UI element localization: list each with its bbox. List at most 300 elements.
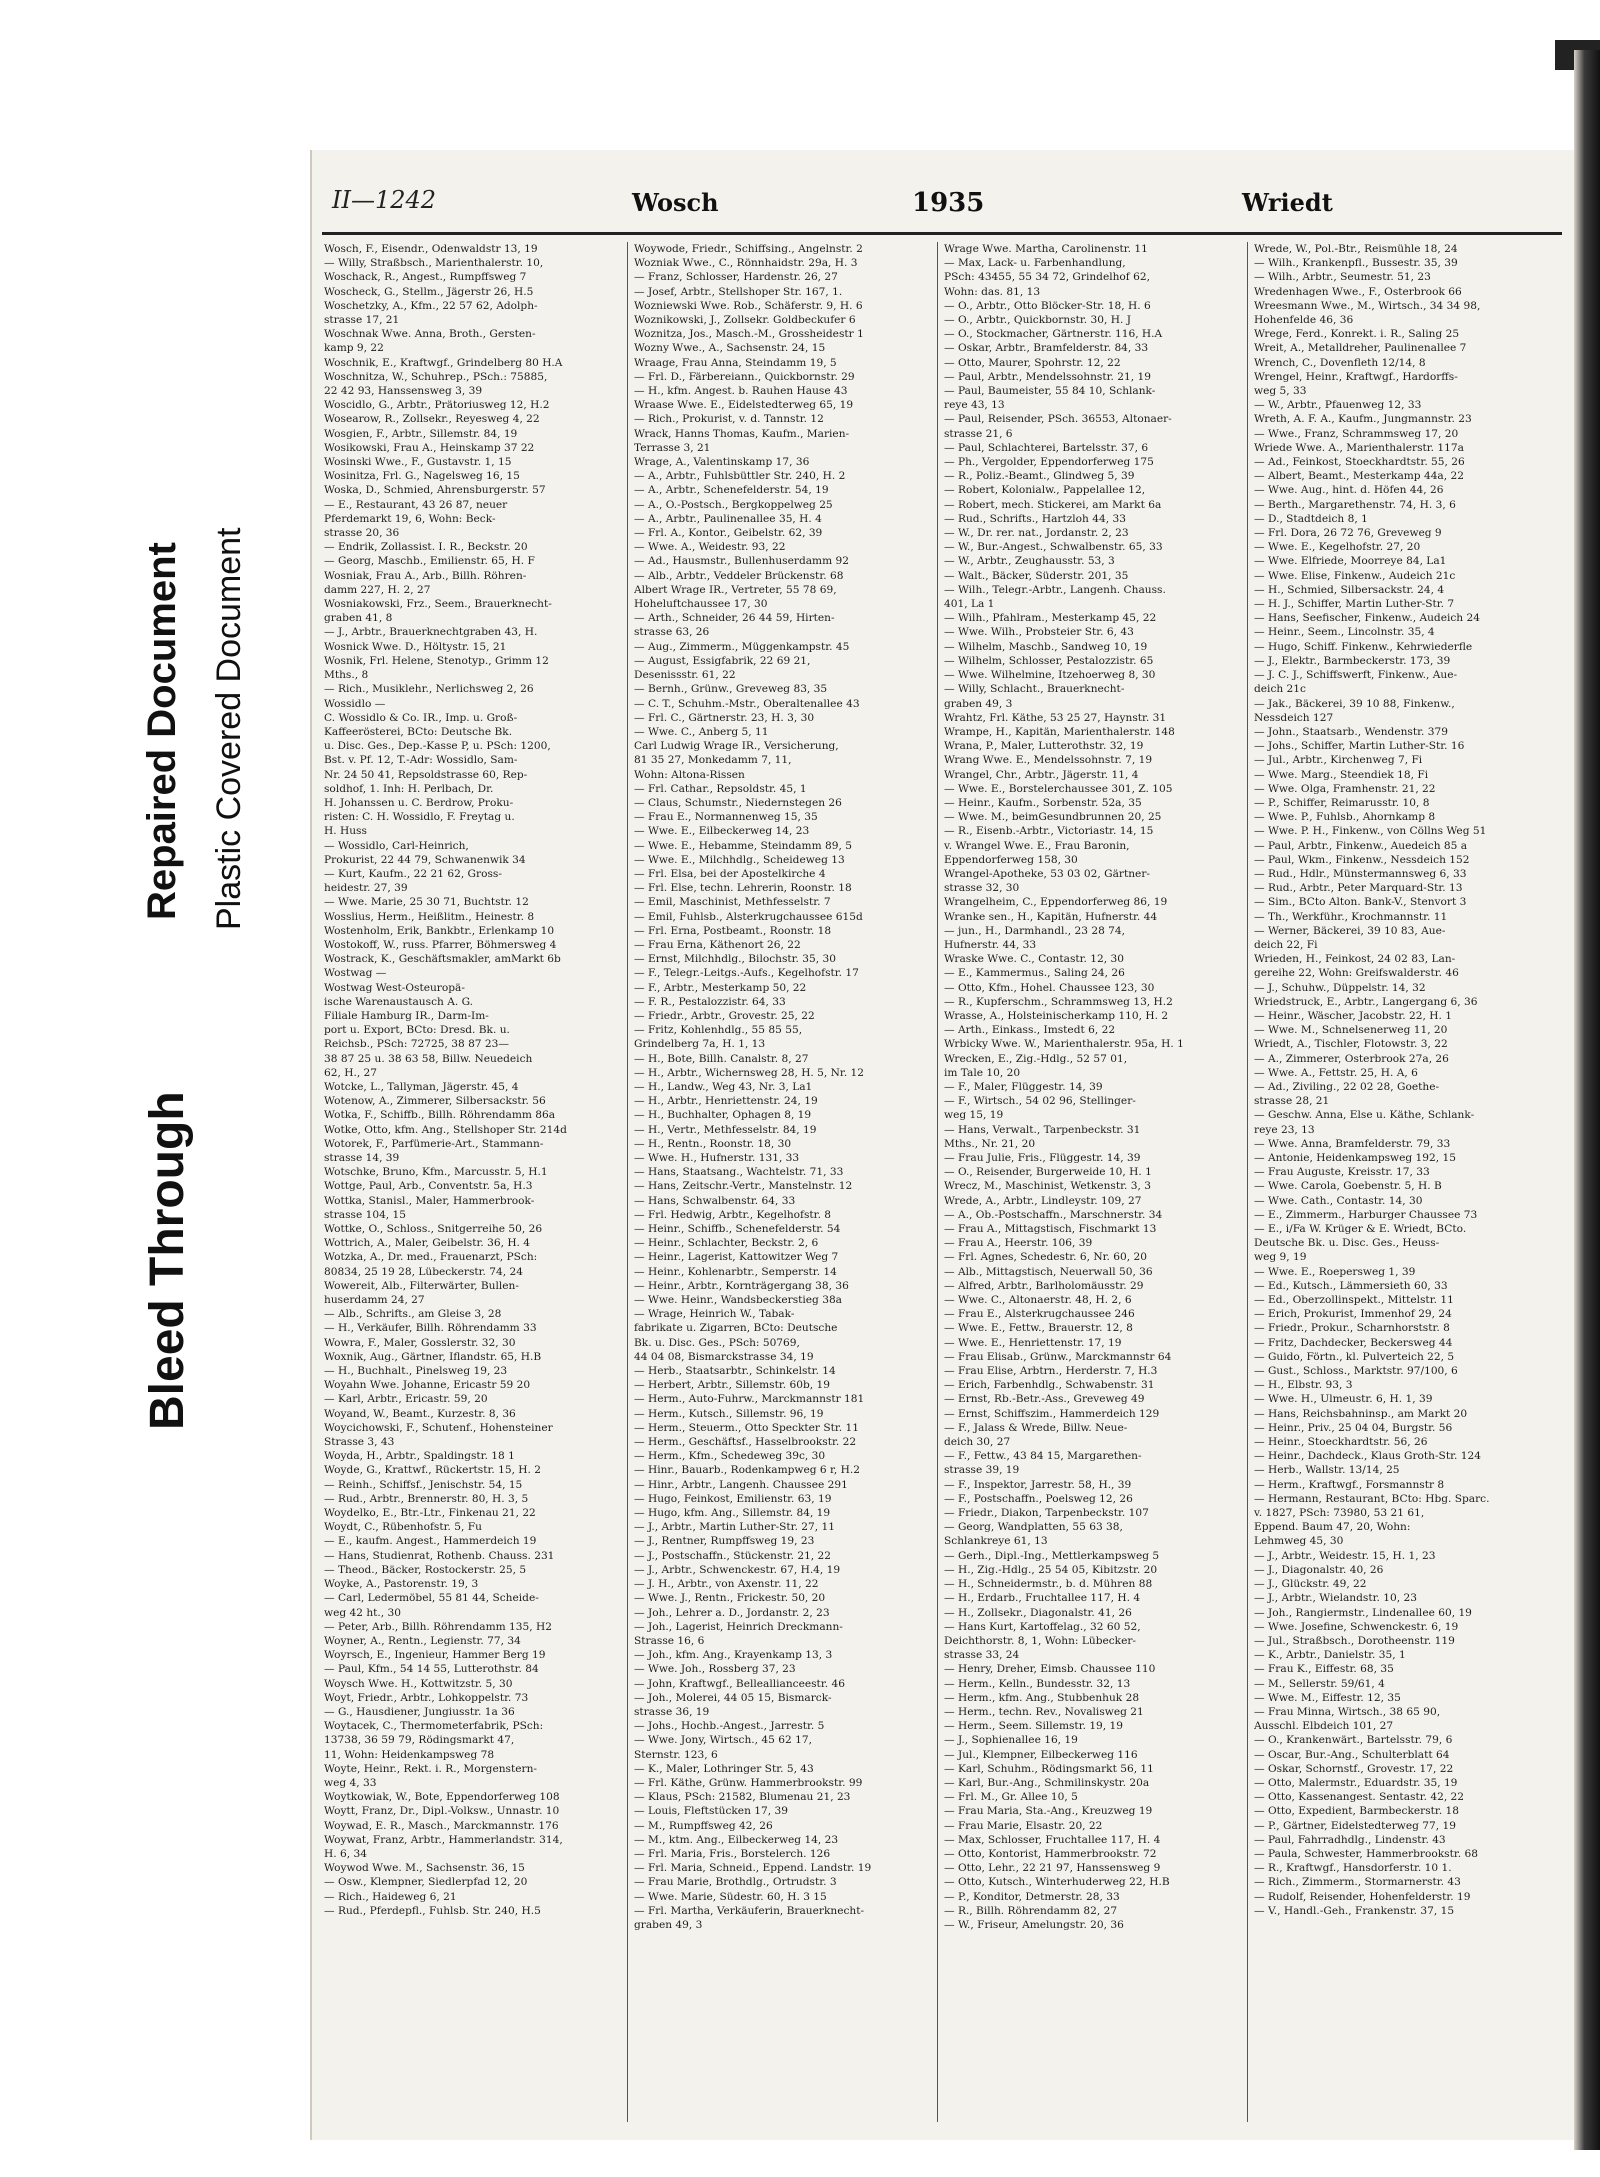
directory-entry: Woscheck, G., Stellm., Jägerstr 26, H.5 [324,285,534,298]
directory-entry: — A., Zimmerer, Osterbrook 27a, 26 [1254,1052,1449,1065]
directory-entry: — Frau Maria, Sta.-Ang., Kreuzweg 19 [944,1805,1153,1818]
directory-entry: Schlankreye 61, 13 [944,1535,1048,1548]
directory-entry: — Wwe. Heinr., Wandsbeckerstieg 38a [634,1294,842,1307]
directory-entry: — Sim., BCto Alton. Bank-V., Stenvort 3 [1254,896,1467,909]
directory-entry: graben 41, 8 [324,612,393,625]
directory-entry: gereihe 22, Wohn: Greifswalderstr. 46 [1254,967,1459,980]
directory-entry: Wrench, C., Dovenfleth 12/14, 8 [1254,356,1426,369]
directory-entry: — H., Schneidermstr., b. d. Mühren 88 [944,1578,1153,1591]
directory-entry: — Oskar, Schornstf., Grovestr. 17, 22 [1254,1762,1454,1775]
directory-entry: risten: C. H. Wossidlo, F. Freytag u. [324,811,515,824]
directory-entry: — Frau Julie, Fris., Flüggestr. 14, 39 [944,1152,1141,1164]
directory-entry: — Wwe. E., Borstelerchaussee 301, Z. 105 [944,782,1173,795]
directory-entry: — August, Essigfabrik, 22 69 21, [634,654,811,667]
directory-entry: Wrangel, Chr., Arbtr., Jägerstr. 11, 4 [944,768,1139,781]
directory-entry: — F., Inspektor, Jarrestr. 58, H., 39 [944,1478,1132,1491]
directory-entry: Mths., Nr. 21, 20 [944,1137,1036,1150]
directory-entry: Ausschl. Elbdeich 101, 27 [1254,1720,1394,1733]
directory-entry: — H., Vertr., Methfesselstr. 84, 19 [634,1123,817,1136]
directory-entry: Wotenow, A., Zimmerer, Silbersackstr. 56 [324,1095,546,1108]
header-last-word: Wriedt [1242,188,1333,217]
directory-entry: — Frau Marie, Elsastr. 20, 22 [944,1819,1103,1832]
directory-entry: Wosniak, Frau A., Arb., Billh. Röhren- [324,569,527,582]
directory-entry: — Wossidlo, Carl-Heinrich, [324,839,469,852]
directory-entry: deich 22, Fi [1254,938,1318,951]
directory-entry: Wreth, A. F. A., Kaufm., Jungmannstr. 23 [1254,413,1472,426]
directory-entry: — Willy, Schlacht., Brauerknecht- [944,683,1125,696]
directory-entry: — Frl. Dora, 26 72 76, Greveweg 9 [1254,527,1442,540]
directory-entry: — Jul., Klempner, Eilbeckerweg 116 [944,1748,1138,1761]
directory-entry: — A., Arbtr., Paulinenallee 35, H. 4 [634,512,822,525]
directory-entry: Hufnerstr. 44, 33 [944,938,1037,951]
directory-entry: — H., Arbtr., Wichernsweg 28, H. 5, Nr. 12 [634,1066,865,1079]
directory-entry: — Frl. Cathar., Repsoldstr. 45, 1 [634,782,807,795]
directory-entry: Wrasse, A., Holsteinischerkamp 110, H. 2 [944,1009,1169,1022]
directory-entry: — W., Friseur, Amelungstr. 20, 36 [944,1918,1124,1931]
directory-entry: — Frl. Agnes, Schedestr. 6, Nr. 60, 20 [944,1251,1147,1264]
directory-entry: — Johs., Hochb.-Angest., Jarrestr. 5 [634,1720,825,1733]
directory-entry: — Wilh., Telegr.-Arbtr., Langenh. Chauss. [944,583,1166,596]
directory-entry: — R., Billh. Röhrendamm 82, 27 [944,1904,1118,1917]
directory-entry: — Wwe. M., beimGesundbrunnen 20, 25 [944,811,1162,824]
directory-entry: — Otto, Kutsch., Winterhuderweg 22, H.B [944,1876,1170,1889]
directory-entry: — Heinr., Seem., Lincolnstr. 35, 4 [1254,626,1435,639]
directory-entry: — Frau Elisab., Grünw., Marckmannstr 64 [944,1350,1172,1363]
directory-entry: Woschnitza, W., Schuhrep., PSch.: 75885, [324,370,548,383]
directory-column-4 [1254,242,1548,2122]
directory-entry: Wriedt, A., Tischler, Flotowstr. 3, 22 [1254,1038,1448,1051]
directory-entry: — Berth., Margarethenstr. 74, H. 3, 6 [1254,498,1456,511]
directory-entry: — Erich, Prokurist, Immenhof 29, 24 [1254,1308,1452,1321]
directory-entry: — F., Wirtsch., 54 02 96, Stellinger- [944,1095,1136,1108]
directory-entry: Wotzka, A., Dr. med., Frauenarzt, PSch: [324,1251,538,1264]
directory-entry: port u. Export, BCto: Dresd. Bk. u. [324,1024,510,1037]
directory-entry: — Endrik, Zollassist. I. R., Beckstr. 20 [324,541,528,554]
directory-entry: Woschetzky, A., Kfm., 22 57 62, Adolph- [324,299,538,312]
directory-entry: Wrahtz, Frl. Käthe, 53 25 27, Haynstr. 31 [944,711,1167,724]
directory-entry: — Gerh., Dipl.-Ing., Mettlerkampsweg 5 [944,1549,1160,1562]
directory-entry: — Herm., Steuerm., Otto Speckter Str. 11 [634,1421,859,1434]
directory-entry: — A., Arbtr., Schenefelderstr. 54, 19 [634,484,829,497]
directory-entry: — Frau A., Heerstr. 106, 39 [944,1237,1093,1250]
directory-entry: — J., Arbtr., Weidestr. 15, H. 1, 23 [1254,1549,1436,1562]
directory-entry: — Robert, mech. Stickerei, am Markt 6a [944,498,1162,511]
directory-entry: — Antonie, Heidenkampsweg 192, 15 [1254,1152,1456,1164]
directory-entry: — H., Schmied, Silbersackstr. 24, 4 [1254,583,1445,596]
directory-entry: — Frl. Erna, Postbeamt., Roonstr. 18 [634,924,832,937]
directory-entry: — Rich., Haideweg 6, 21 [324,1890,457,1903]
directory-entry: — F. R., Pestalozzistr. 64, 33 [634,995,786,1008]
directory-entry: — J., Schuhw., Düppelstr. 14, 32 [1254,981,1426,994]
directory-entry: Wreit, A., Metalldreher, Paulinenallee 7 [1254,342,1467,355]
directory-entry: Wossidlo — [324,697,386,710]
directory-entry: — John., Staatsarb., Wendenstr. 379 [1254,725,1448,738]
directory-entry: Wrede, W., Pol.-Btr., Reismühle 18, 24 [1254,243,1458,255]
directory-entry: — J., Arbtr., Schwenckestr. 67, H.4, 19 [634,1563,841,1576]
directory-entry: Woywod Wwe. M., Sachsenstr. 36, 15 [324,1862,525,1875]
directory-entry: — Hans, Schwalbenstr. 64, 33 [634,1194,796,1207]
directory-entry: — V., Handl.-Geh., Frankenstr. 37, 15 [1254,1904,1455,1917]
directory-entry: 80834, 25 19 28, Lübeckerstr. 74, 24 [324,1265,523,1278]
directory-entry: Reichsb., PSch: 72725, 38 87 23— [324,1038,509,1051]
directory-entry: Wrege, Ferd., Konrekt. i. R., Saling 25 [1254,328,1460,341]
directory-entry: — P., Schiffer, Reimarusstr. 10, 8 [1254,796,1430,809]
directory-entry: — Hugo, Schiff. Finkenw., Kehrwiederfle [1254,640,1473,653]
column-divider [937,242,938,2122]
directory-entry: Wrengel, Heinr., Kraftwgf., Hardorffs- [1254,370,1458,383]
directory-entry: — Jul., Straßbsch., Dorotheenstr. 119 [1254,1634,1455,1647]
directory-entry: Mths., 8 [324,669,369,682]
directory-entry: — Herb., Staatsarbtr., Schinkelstr. 14 [634,1365,836,1378]
directory-entry: strasse 28, 21 [1254,1095,1330,1108]
directory-entry: — M., ktm. Ang., Eilbeckerweg 14, 23 [634,1833,839,1846]
directory-entry: — Joh., Lagerist, Heinrich Dreckmann- [634,1620,843,1633]
directory-entry: — Paul, Schlachterei, Bartelsstr. 37, 6 [944,441,1149,454]
directory-entry: — Frau Minna, Wirtsch., 38 65 90, [1254,1705,1441,1718]
directory-entry: Wotorek, F., Parfümerie-Art., Stammann- [324,1137,544,1150]
directory-entry: Woydelko, E., Btr.-Ltr., Finkenau 21, 22 [324,1507,536,1520]
directory-entry: — Wwe. H., Ulmeustr. 6, H. 1, 39 [1254,1393,1433,1406]
directory-entry: — Fritz, Dachdecker, Beckersweg 44 [1254,1336,1453,1349]
directory-entry: — Paul, Arbtr., Finkenw., Auedeich 85 a [1254,839,1468,852]
directory-entry: — Werner, Bäckerei, 39 10 83, Aue- [1254,924,1446,937]
directory-entry: Terrasse 3, 21 [634,441,711,454]
directory-entry: 401, La 1 [944,598,995,611]
directory-entry: Woytkowiak, W., Bote, Eppendorferweg 108 [324,1791,560,1804]
directory-entry: — Wwe. M., Eiffestr. 12, 35 [1254,1691,1401,1704]
directory-entry: — Herbert, Arbtr., Sillemstr. 60b, 19 [634,1379,830,1392]
directory-entry: — Wwe. A., Fettstr. 25, H. A, 6 [1254,1066,1418,1079]
directory-entry: — Wwe. E., Hebamme, Steindamm 89, 5 [634,839,852,852]
directory-entry: 62, H., 27 [324,1066,378,1079]
directory-entry: — Oscar, Bur.-Ang., Schulterblatt 64 [1254,1748,1450,1761]
directory-entry: Woyner, A., Rentn., Legienstr. 77, 34 [324,1634,521,1647]
directory-entry: — Hans, Seefischer, Finkenw., Audeich 24 [1254,612,1480,625]
directory-entry: — Wwe. Elise, Finkenw., Audeich 21c [1254,569,1456,582]
directory-entry: — Paula, Schwester, Hammerbrookstr. 68 [1254,1847,1478,1860]
directory-entry: Wrecz, M., Maschinist, Wetkenstr. 3, 3 [944,1180,1151,1193]
directory-entry: — Johs., Schiffer, Martin Luther-Str. 16 [1254,740,1465,753]
annotation-panel [0,0,300,2177]
directory-entry: v. 1827, PSch: 73980, 53 21 61, [1254,1507,1425,1520]
directory-entry: — Frau Marie, Brothdlg., Ortrudstr. 3 [634,1876,837,1889]
directory-entry: — Otto, Maurer, Spohrstr. 12, 22 [944,356,1121,369]
directory-entry: — Kurt, Kaufm., 22 21 62, Gross- [324,867,502,880]
directory-entry: strasse 17, 21 [324,314,400,327]
directory-entry: damm 227, H. 2, 27 [324,583,431,596]
directory-entry: — H., Rentn., Roonstr. 18, 30 [634,1137,792,1150]
directory-entry: — Franz, Schlosser, Hardenstr. 26, 27 [634,271,838,284]
directory-entry: — Wwe. P. H., Finkenw., von Cöllns Weg 51 [1254,825,1487,838]
directory-entry: 11, Wohn: Heidenkampsweg 78 [324,1748,495,1761]
directory-entry: Wosgien, F., Arbtr., Sillemstr. 84, 19 [324,427,518,440]
column-divider [627,242,628,2122]
directory-entry: — Heinr., Dachdeck., Klaus Groth-Str. 124 [1254,1450,1481,1463]
directory-entry: Wozniewski Wwe. Rob., Schäferstr. 9, H. 6 [634,299,863,312]
directory-entry: — J., Elektr., Barmbeckerstr. 173, 39 [1254,654,1451,667]
directory-entry: Wrage, A., Valentinskamp 17, 36 [634,456,810,469]
directory-entry: — W., Dr. rer. nat., Jordanstr. 2, 23 [944,527,1129,540]
directory-entry: — J., Diagonalstr. 40, 26 [1254,1563,1384,1576]
directory-entry: Hoheluftchaussee 17, 30 [634,598,768,611]
directory-entry: deich 30, 27 [944,1436,1011,1449]
directory-entry: — O., Krankenwärt., Bartelsstr. 79, 6 [1254,1734,1453,1747]
directory-entry: — F., Jalass & Wrede, Billw. Neue- [944,1421,1128,1434]
directory-entry: — Rich., Musiklehr., Nerlichsweg 2, 26 [324,683,534,696]
directory-entry: — Frl. A., Kontor., Geibelstr. 62, 39 [634,527,823,540]
directory-entry: — Wwe. Elfriede, Moorreye 84, La1 [1254,555,1447,568]
directory-entry: — J., Sophienallee 16, 19 [944,1734,1078,1747]
directory-entry: Wriede Wwe. A., Marienthalerstr. 117a [1254,441,1464,454]
directory-entry: — Ernst, Schiffszim., Hammerdeich 129 [944,1407,1160,1420]
directory-entry: — Emil, Maschinist, Methfesselstr. 7 [634,896,831,909]
directory-entry: — Paul, Fahrradhdlg., Lindenstr. 43 [1254,1833,1446,1846]
directory-entry: weg 4, 33 [324,1776,377,1789]
directory-entry: — Rich., Prokurist, v. d. Tannstr. 12 [634,413,824,426]
directory-entry: — Heinr., Wäscher, Jacobstr. 22, H. 1 [1254,1009,1452,1022]
directory-entry: Woyrsch, E., Ingenieur, Hammer Berg 19 [324,1649,546,1662]
directory-entry: — H., Verkäufer, Billh. Röhrendamm 33 [324,1322,537,1335]
directory-entry: Wottka, Stanisl., Maler, Hammerbrook- [324,1194,535,1207]
directory-entry: ische Warenaustausch A. G. [324,995,474,1008]
directory-entry: — Oskar, Arbtr., Bramfelderstr. 84, 33 [944,342,1149,355]
directory-entry: Wottke, O., Schloss., Snitgerreihe 50, 26 [324,1223,543,1236]
directory-entry: — P., Gärtner, Eidelstedterweg 77, 19 [1254,1819,1456,1832]
directory-entry: — Ad., Feinkost, Stoeckhardtstr. 55, 26 [1254,456,1465,469]
directory-entry: graben 49, 3 [634,1918,703,1931]
directory-entry: Wrede, A., Arbtr., Lindleystr. 109, 27 [944,1194,1142,1207]
directory-entry: strasse 32, 30 [944,882,1020,895]
directory-entry: — Paul, Wkm., Finkenw., Nessdeich 152 [1254,853,1470,866]
directory-entry: — E., Restaurant, 43 26 87, neuer [324,498,508,511]
directory-entry: huserdamm 24, 27 [324,1294,425,1307]
directory-entry: — H., Buchhalt., Pinelsweg 19, 23 [324,1365,508,1378]
directory-entry: — Wwe. Joh., Rossberg 37, 23 [634,1663,796,1676]
directory-entry: — Rud., Arbtr., Brennerstr. 80, H. 3, 5 [324,1492,529,1505]
directory-entry: Wrbicky Wwe. W., Marienthalerstr. 95a, H. 1 [944,1038,1184,1051]
directory-column-2 [634,242,928,2122]
directory-entry: — Louis, Fleftstücken 17, 39 [634,1805,788,1818]
directory-entry: — Hermann, Restaurant, BCto: Hbg. Sparc. [1254,1492,1490,1505]
directory-entry: Woschnik, E., Kraftwgf., Grindelberg 80 H.A [324,356,563,369]
directory-entry: — Joh., Rangiermstr., Lindenallee 60, 19 [1254,1606,1472,1619]
directory-entry: — Friedr., Prokur., Scharnhorststr. 8 [1254,1322,1450,1335]
directory-entry: PSch: 43455, 55 34 72, Grindelhof 62, [944,271,1150,284]
directory-entry: — Wwe. E., Milchhdlg., Scheideweg 13 [634,853,845,866]
directory-entry: — Geschw. Anna, Else u. Käthe, Schlank- [1254,1109,1475,1122]
directory-entry: — Herm., Kraftwgf., Forsmannstr 8 [1254,1478,1445,1491]
directory-entry: — Hans, Verwalt., Tarpenbeckstr. 31 [944,1123,1141,1136]
directory-entry: — Wwe. Marie, 25 30 71, Buchtstr. 12 [324,896,529,909]
directory-entry: Wrack, Hanns Thomas, Kaufm., Marien- [634,427,850,440]
directory-entry: Woywat, Franz, Arbtr., Hammerlandstr. 314, [324,1833,563,1846]
directory-entry: Wowereit, Alb., Filterwärter, Bullen- [324,1279,519,1292]
directory-entry: Wredenhagen Wwe., F., Osterbrook 66 [1254,285,1462,298]
directory-entry: weg 5, 33 [1254,385,1307,398]
directory-entry: Desenissstr. 61, 22 [634,669,736,682]
directory-entry: — Herm., Auto-Fuhrw., Marckmannstr 181 [634,1393,865,1406]
directory-entry: — Wwe. P., Fuhlsb., Ahornkamp 8 [1254,811,1436,824]
directory-entry: — W., Arbtr., Zeughausstr. 53, 3 [944,555,1115,568]
directory-entry: — Carl, Ledermöbel, 55 81 44, Scheide- [324,1592,539,1605]
directory-entry: — Joh., Molerei, 44 05 15, Bismarck- [634,1691,832,1704]
directory-entry: — Wilhelm, Maschb., Sandweg 10, 19 [944,640,1148,653]
directory-entry: — Max, Lack- u. Farbenhandlung, [944,257,1126,270]
directory-entry: Wostwag — [324,967,387,980]
directory-entry: Bk. u. Disc. Ges., PSch: 50769, [634,1336,800,1349]
directory-entry: — W., Bur.-Angest., Schwalbenstr. 65, 33 [944,541,1163,554]
directory-entry: strasse 36, 19 [634,1705,710,1718]
directory-entry: — Frau Erna, Käthenort 26, 22 [634,938,801,951]
directory-entry: — Wwe. Cath., Contastr. 14, 30 [1254,1194,1423,1207]
directory-entry: 44 04 08, Bismarckstrasse 34, 19 [634,1350,814,1363]
directory-entry: — D., Stadtdeich 8, 1 [1254,512,1368,525]
directory-entry: Woywad, E. R., Masch., Marckmannstr. 176 [324,1819,559,1832]
directory-entry: soldhof, 1. Inh: H. Perlbach, Dr. [324,782,494,795]
directory-entry: — Hugo, kfm. Ang., Sillemstr. 84, 19 [634,1507,831,1520]
directory-entry: — jun., H., Darmhandl., 23 28 74, [944,924,1126,937]
directory-column-1 [324,242,618,2122]
directory-entry: — Frl. Käthe, Grünw. Hammerbrookstr. 99 [634,1776,863,1789]
directory-entry: im Tale 10, 20 [944,1066,1021,1079]
directory-entry: — O., Stockmacher, Gärtnerstr. 116, H.A [944,328,1163,341]
directory-entry: — Jul., Arbtr., Kirchenweg 7, Fi [1254,754,1423,767]
directory-entry: — Rud., Hdlr., Münstermannsweg 6, 33 [1254,867,1467,880]
directory-entry: — Frl. Else, techn. Lehrerin, Roonstr. 18 [634,882,852,895]
directory-entry: — Frl. Hedwig, Arbtr., Kegelhofstr. 8 [634,1208,832,1221]
directory-entry: Woska, D., Schmied, Ahrensburgerstr. 57 [324,484,546,497]
directory-entry: — Heinr., Lagerist, Kattowitzer Weg 7 [634,1251,839,1264]
directory-entry: — Otto, Kfm., Hohel. Chaussee 123, 30 [944,981,1155,994]
directory-entry: — Rud., Arbtr., Peter Marquard-Str. 13 [1254,882,1463,895]
directory-entry: — Alfred, Arbtr., Barlholomäusstr. 29 [944,1279,1144,1292]
directory-entry: — Joh., kfm. Ang., Krayenkamp 13, 3 [634,1649,833,1662]
directory-entry: — Arth., Einkass., Imstedt 6, 22 [944,1024,1116,1037]
directory-entry: Woschack, R., Angest., Rumpffsweg 7 [324,271,527,284]
directory-entry: Wranke sen., H., Kapitän, Hufnerstr. 44 [944,910,1158,923]
directory-entry: — Hinr., Arbtr., Langenh. Chaussee 291 [634,1478,848,1491]
directory-entry: — K., Maler, Lothringer Str. 5, 43 [634,1762,814,1775]
directory-entry: Albert Wrage IR., Vertreter, 55 78 69, [634,583,837,596]
directory-entry: — Georg, Wandplatten, 55 63 38, [944,1521,1123,1534]
directory-entry: Wosikowski, Frau A., Heinskamp 37 22 [324,441,535,454]
directory-entry: Woysch Wwe. H., Kottwitzstr. 5, 30 [324,1677,513,1690]
directory-entry: — Frau E., Alsterkrugchaussee 246 [944,1308,1135,1321]
directory-entry: — H., Landw., Weg 43, Nr. 3, La1 [634,1080,813,1093]
directory-entry: — Ed., Kutsch., Lämmersieth 60, 33 [1254,1279,1448,1292]
directory-entry: — Herb., Wallstr. 13/14, 25 [1254,1464,1400,1477]
directory-entry: — Wwe. C., Altonaerstr. 48, H. 2, 6 [944,1294,1132,1307]
directory-entry: reye 43, 13 [944,399,1005,412]
directory-entry: — Peter, Arb., Billh. Röhrendamm 135, H2 [324,1620,552,1633]
directory-entry: Woytt, Franz, Dr., Dipl.-Volksw., Unnastr. 10 [324,1805,560,1818]
directory-entry: — K., Arbtr., Danielstr. 35, 1 [1254,1649,1406,1662]
directory-entry: — J., Postschaffn., Stückenstr. 21, 22 [634,1549,832,1562]
directory-entry: — Ed., Oberzollinspekt., Mittelstr. 11 [1254,1294,1454,1307]
directory-entry: — O., Reisender, Burgerweide 10, H. 1 [944,1166,1152,1179]
directory-entry: — R., Poliz.-Beamt., Glindweg 5, 39 [944,470,1135,483]
column-divider [1247,242,1248,2122]
directory-entry: — Otto, Kassenangest. Sentastr. 42, 22 [1254,1791,1465,1804]
directory-entry: H. Huss [324,825,367,838]
directory-entry: — Guido, Förtn., kl. Pulverteich 22, 5 [1254,1350,1455,1363]
directory-entry: — Ernst, Rb.-Betr.-Ass., Greveweg 49 [944,1393,1145,1406]
directory-entry: — Rudolf, Reisender, Hohenfelderstr. 19 [1254,1890,1471,1903]
directory-entry: — Herm., techn. Rev., Novalisweg 21 [944,1705,1144,1718]
directory-entry: Wosnick Wwe. D., Höltystr. 15, 21 [324,640,507,653]
directory-entry: — J. C. J., Schiffswerft, Finkenw., Aue- [1254,669,1458,682]
directory-entry: — H., Elbstr. 93, 3 [1254,1379,1353,1392]
directory-entry: — W., Arbtr., Pfauenweg 12, 33 [1254,399,1422,412]
directory-entry: — Wwe. E., Roepersweg 1, 39 [1254,1265,1416,1278]
directory-entry: — Herm., Kutsch., Sillemstr. 96, 19 [634,1407,824,1420]
directory-entry: — Herm., Seem. Sillemstr. 19, 19 [944,1720,1124,1733]
directory-entry: Woxnik, Aug., Gärtner, Iflandstr. 65, H.B [324,1350,542,1363]
directory-entry: — Herm., kfm. Ang., Stubbenhuk 28 [944,1691,1140,1704]
directory-entry: — Reinh., Schiffsf., Jenischstr. 54, 15 [324,1478,523,1491]
directory-entry: — Wwe. Anna, Bramfelderstr. 79, 33 [1254,1137,1451,1150]
directory-entry: — E., kaufm. Angest., Hammerdeich 19 [324,1535,537,1548]
directory-entry: Wotschke, Bruno, Kfm., Marcusstr. 5, H.1 [324,1166,548,1179]
directory-entry: — Wwe. E., Fettw., Brauerstr. 12, 8 [944,1322,1133,1335]
directory-entry: Wrana, P., Maler, Lutterothstr. 32, 19 [944,740,1144,753]
directory-entry: strasse 104, 15 [324,1208,407,1221]
directory-entry: — M., Rumpffsweg 42, 26 [634,1819,773,1832]
directory-entry: Wrage Wwe. Martha, Carolinenstr. 11 [944,243,1148,255]
header-first-word: Wosch [632,188,719,217]
directory-entry: — Albert, Beamt., Mesterkamp 44a, 22 [1254,470,1464,483]
directory-entry: — Frau Auguste, Kreisstr. 17, 33 [1254,1166,1430,1179]
header-year: 1935 [912,188,985,218]
directory-entry: Woyda, H., Arbtr., Spaldingstr. 18 1 [324,1450,515,1463]
directory-entry: Filiale Hamburg IR., Darm-Im- [324,1009,489,1022]
directory-entry: — Wwe. Marie, Südestr. 60, H. 3 15 [634,1890,827,1903]
directory-entry: Kaffeerösterei, BCto: Deutsche Bk. [324,725,513,738]
directory-entry: — Wwe. J., Rentn., Frickestr. 50, 20 [634,1592,826,1605]
directory-entry: Wrecken, E., Zig.-Hdlg., 52 57 01, [944,1052,1128,1065]
directory-entry: strasse 63, 26 [634,626,710,639]
directory-entry: — Alb., Mittagstisch, Neuerwall 50, 36 [944,1265,1153,1278]
directory-entry: — Georg, Maschb., Emilienstr. 65, H. F [324,555,535,568]
directory-entry: strasse 21, 6 [944,427,1013,440]
directory-entry: — Alb., Schrifts., am Gleise 3, 28 [324,1308,502,1321]
directory-entry: Deichthorstr. 8, 1, Wohn: Lübecker- [944,1634,1137,1647]
directory-entry: strasse 14, 39 [324,1152,400,1164]
directory-entry: — John, Kraftwgf., Belleallianceestr. 46 [634,1677,845,1690]
directory-entry: — R., Kraftwgf., Hansdorferstr. 10 1. [1254,1862,1452,1875]
directory-entry: — R., Eisenb.-Arbtr., Victoriastr. 14, 15 [944,825,1154,838]
directory-entry: Wreesmann Wwe., M., Wirtsch., 34 34 98, [1254,299,1481,312]
directory-entry: — Frau K., Eiffestr. 68, 35 [1254,1663,1394,1676]
directory-entry: — Frl. Maria, Fris., Borstelerch. 126 [634,1847,831,1860]
repaired-document-label: Repaired Document [140,542,184,920]
directory-entry: — Wwe. Wilh., Probsteier Str. 6, 43 [944,626,1134,639]
directory-entry: — Hugo, Feinkost, Emilienstr. 63, 19 [634,1492,832,1505]
directory-entry: — Joh., Lehrer a. D., Jordanstr. 2, 23 [634,1606,830,1619]
directory-entry: Wosslius, Herm., Heißlitm., Heinestr. 8 [324,910,535,923]
directory-entry: — F., Fettw., 43 84 15, Margarethen- [944,1450,1142,1463]
directory-entry: H. Johanssen u. C. Berdrow, Proku- [324,796,514,809]
directory-entry: — Walt., Bäcker, Süderstr. 201, 35 [944,569,1129,582]
directory-entry: Wotka, F., Schiffb., Billh. Röhrendamm 86a [324,1109,556,1122]
directory-entry: Wottrich, A., Maler, Geibelstr. 36, H. 4 [324,1237,531,1250]
directory-entry: — Jak., Bäckerei, 39 10 88, Finkenw., [1254,697,1455,710]
directory-entry: Strasse 16, 6 [634,1634,705,1647]
directory-entry: — Theod., Bäcker, Rostockerstr. 25, 5 [324,1563,527,1576]
directory-entry: — Wwe. E., Henriettenstr. 17, 19 [944,1336,1122,1349]
directory-entry: — E., i/Fa W. Krüger & E. Wriedt, BCto. [1254,1223,1467,1236]
directory-entry: — Otto, Lehr., 22 21 97, Hanssensweg 9 [944,1862,1161,1875]
